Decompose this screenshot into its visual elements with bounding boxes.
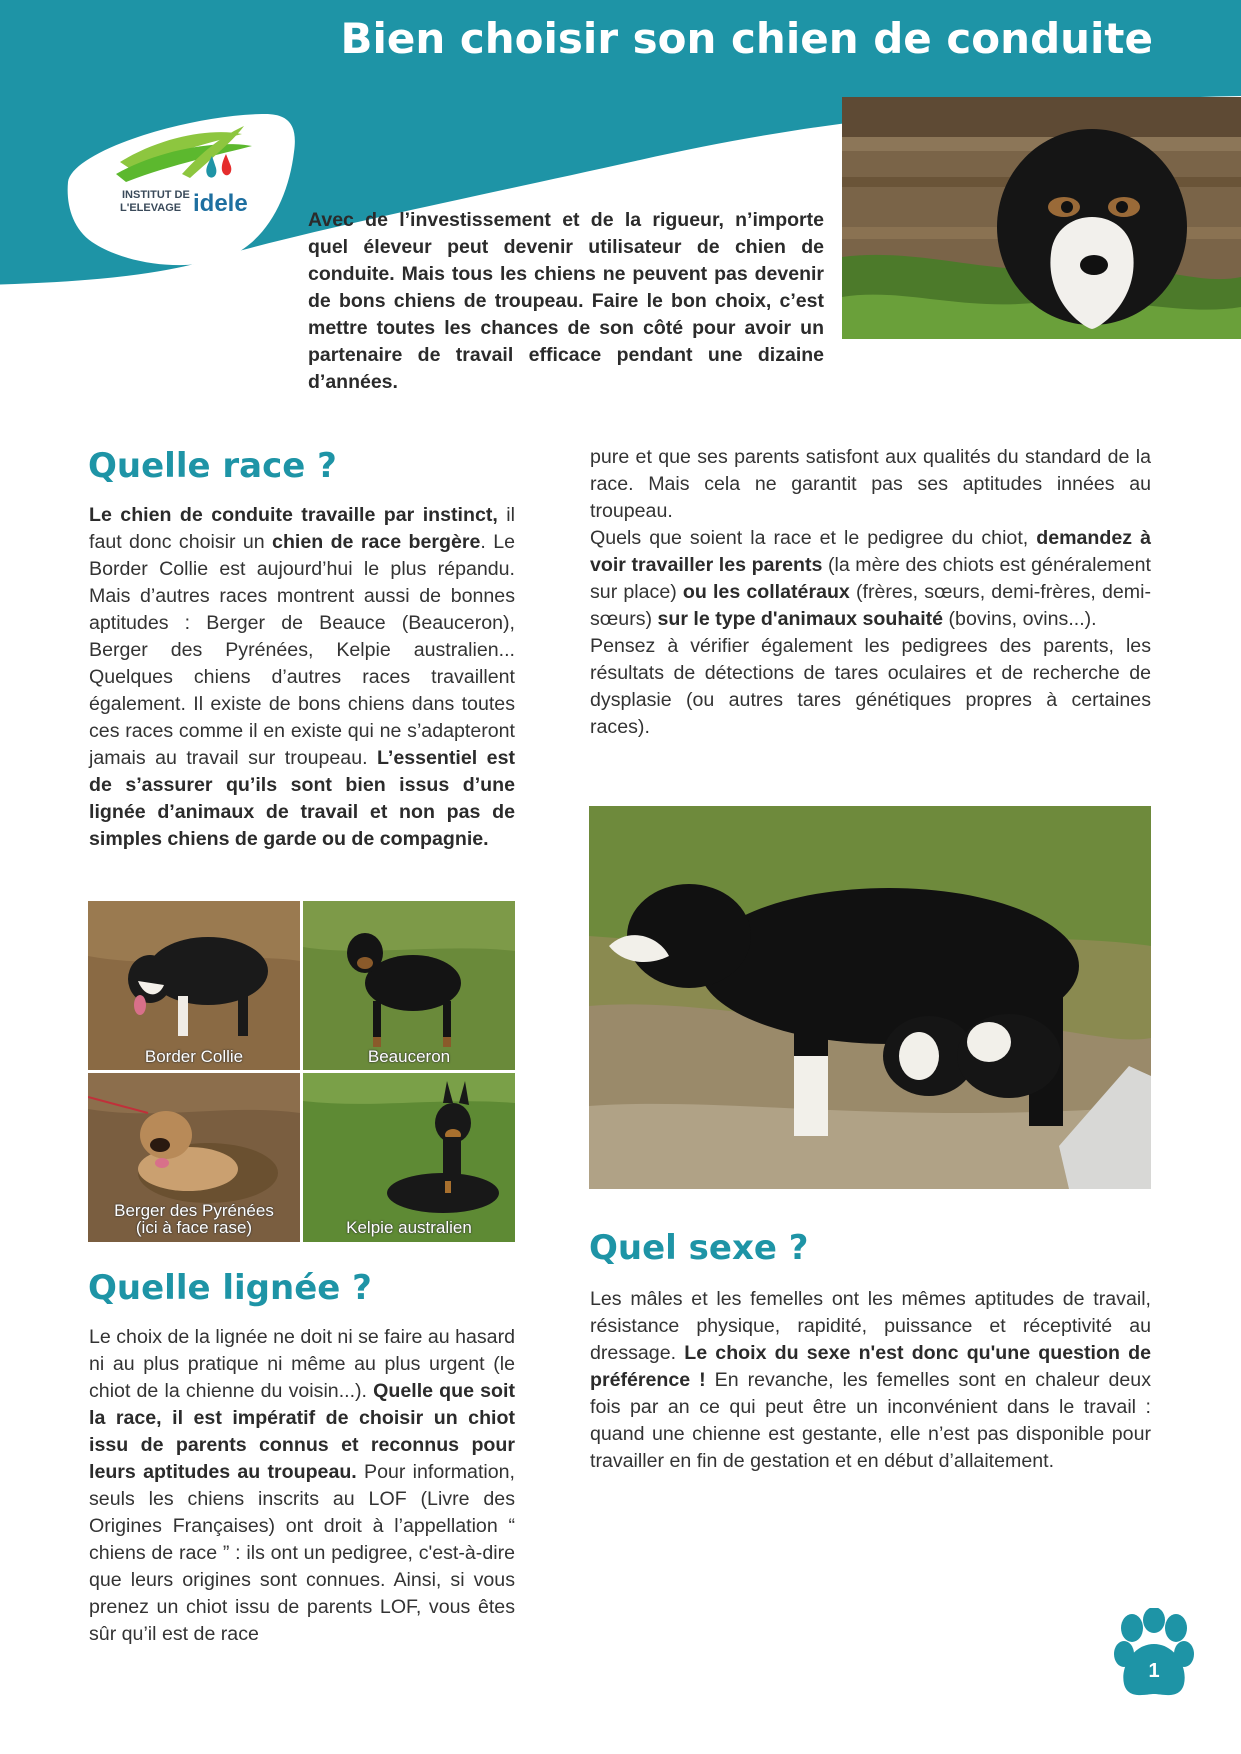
logo-line1: INSTITUT DE	[122, 189, 190, 201]
mother-puppies-photo	[589, 806, 1151, 1189]
caption-berger-pyrenees-1: Berger des Pyrénées	[114, 1201, 274, 1220]
puppy-photo	[842, 97, 1241, 339]
caption-border-collie: Border Collie	[144, 1047, 244, 1066]
caption-berger-pyrenees-2: (ici à face rase)	[135, 1218, 253, 1237]
page-number: 1	[1148, 1660, 1160, 1682]
page-title: Bien choisir son chien de conduite	[340, 14, 1153, 63]
breed-photo-border-collie	[88, 901, 300, 1070]
intro-paragraph: Avec de l’investissement et de la rigueur, n’importe quel éleveur peut devenir utilisateur de chien de conduite. Mais tous les chiens ne peuvent pas devenir de bons chiens de troupeau. Faire le bon choix, c’est mettre toutes les chances de son côté pour avoir un partenaire de travail efficace pendant une dizaine d’années.	[308, 209, 824, 393]
sexe-paragraph: Les mâles et les femelles ont les mêmes aptitudes de travail, résistance physique, rapidité, puissance et réceptivité au dressage. Le choix du sexe n'est donc qu'une question de préférence ! En revanche, les femelles sont en chaleur deux fois par an ce qui peut être un inconvénient dans le travail : quand une chienne est gestante, elle n’est pas disponible pour travailler en fin de gestation et en début d’allaitement.	[590, 1288, 1151, 1472]
heading-quel-sexe: Quel sexe ?	[589, 1228, 809, 1268]
heading-quelle-lignee: Quelle lignée ?	[88, 1268, 372, 1308]
race-paragraph: Le chien de conduite travaille par instinct, il faut donc choisir un chien de race bergère. Le Border Collie est aujourd’hui le plus répandu. Mais d’autres races montrent aussi de bonnes aptitudes : Berger de Beauce (Beauceron), Berger des Pyrénées, Kelpie australien... Quelques chiens d’autres races travaillent également. Il existe de bons chiens dans toutes ces races comme il en existe qui ne s’adapteront jamais au travail sur troupeau. L’essentiel est de s’assurer qu’ils sont bien issus d’une lignée d’animaux de travail et non pas de simples chiens de garde ou de compagnie.	[89, 504, 515, 850]
caption-kelpie: Kelpie australien	[346, 1218, 472, 1237]
caption-beauceron: Beauceron	[367, 1047, 451, 1066]
logo-brand: idele	[193, 190, 248, 217]
logo-line2: L'ELEVAGE	[120, 202, 182, 214]
heading-quelle-race: Quelle race ?	[88, 446, 337, 486]
paw-icon	[1112, 1608, 1196, 1700]
breed-photo-beauceron	[303, 901, 515, 1070]
lignee-paragraph: Le choix de la lignée ne doit ni se faire au hasard ni au plus pratique ni même au plus urgent (le chiot de la chienne du voisin...). Quelle que soit la race, il est impératif de choisir un chiot issu de parents connus et reconnus pour leurs aptitudes au troupeau. Pour information, seuls les chiens inscrits au LOF (Livre des Origines Françaises) ont droit à l’appellation “ chiens de race ” : ils ont un pedigree, c'est-à-dire que leurs origines sont connues. Ainsi, si vous prenez un chiot issu de parents LOF, vous êtes sûr qu’il est de race	[89, 1326, 515, 1645]
breed-photo-kelpie	[303, 1073, 515, 1242]
lignee-continuation: pure et que ses parents satisfont aux qualités du standard de la race. Mais cela ne garantit pas ses aptitudes innées au troupeau. Quels que soient la race et le pedigree du chiot, demandez à voir travailler les parents (la mère des chiots est généralement sur place) ou les collatéraux (frères, sœurs, demi-frères, demi-sœurs) sur le type d'animaux souhaité (bovins, ovins...). Pensez à vérifier également les pedigrees des parents, les résultats de détections de tares oculaires et de recherche de dysplasie (ou autres tares génétiques propres à certaines races).	[590, 446, 1151, 738]
